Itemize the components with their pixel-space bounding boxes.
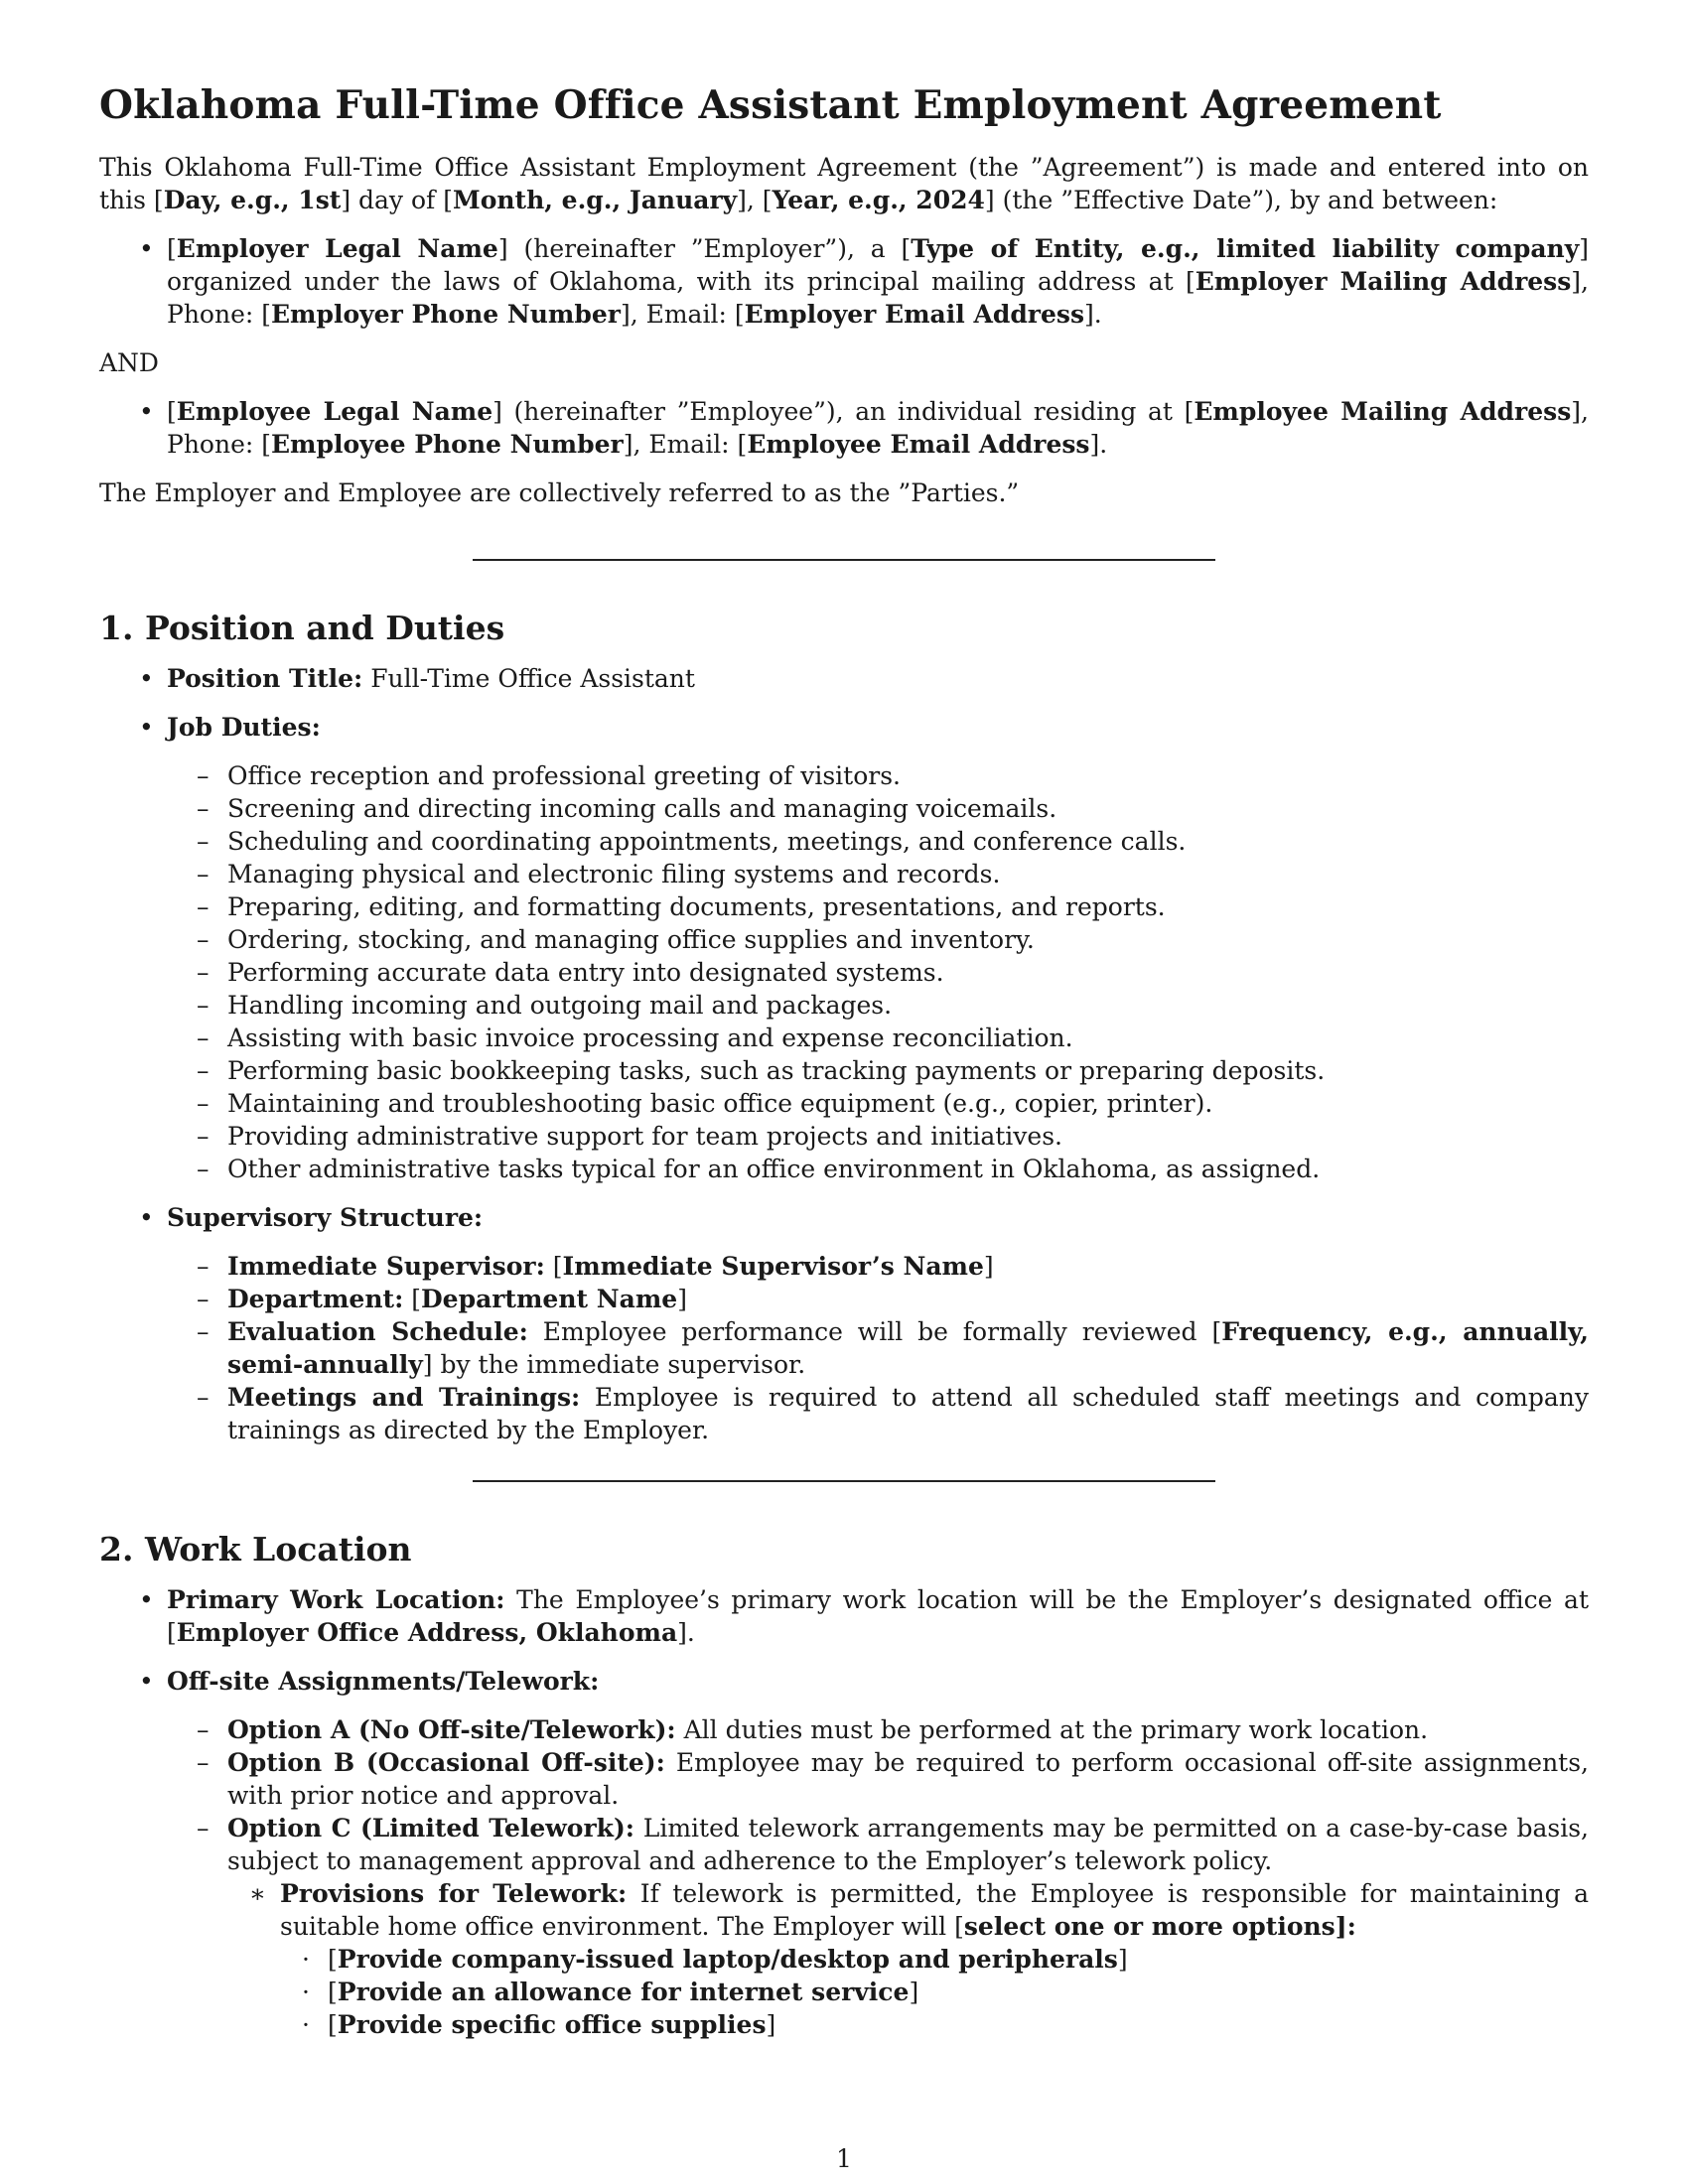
- intro-paragraph: [99, 151, 1589, 216]
- provision-option: Provide an allowance for internet service: [337, 1978, 910, 2006]
- section-1-heading: 1. Position and Duties: [99, 609, 505, 647]
- intro-text: ], [: [737, 186, 773, 214]
- dash-icon: –: [197, 1814, 210, 1843]
- job-duties-item: [99, 711, 1589, 1185]
- dash-icon: –: [197, 892, 210, 921]
- dash-icon: –: [197, 1285, 210, 1313]
- evaluation-frequency-placeholder: Frequency, e.g., annually, semi-annually: [227, 1317, 1589, 1379]
- primary-location-item: [99, 1583, 1589, 1649]
- job-duties-label: Job Duties:: [167, 713, 321, 742]
- text: Employee may be required to perform occasional off-site assignments, with prior notice and approval.: [227, 1748, 1589, 1810]
- dot-icon: ·: [302, 1945, 310, 1974]
- dash-icon: –: [197, 1383, 210, 1412]
- office-address-placeholder: Employer Office Address, Oklahoma: [176, 1618, 678, 1647]
- bullet-icon: •: [139, 1203, 154, 1232]
- supervisory-label: Supervisory Structure:: [167, 1203, 484, 1232]
- page-number: 1: [836, 2144, 852, 2173]
- intro-text: ] day of [: [341, 186, 454, 214]
- provision-options-list: [280, 1943, 1589, 2041]
- text: Limited telework arrangements may be permitted on a case-by-case basis, subject to management approval and adherence to the Employer’s telework policy.: [227, 1814, 1589, 1875]
- text: ], Email: [: [623, 430, 748, 459]
- text: ]:: [1335, 1912, 1356, 1941]
- supervisory-structure-item: [99, 1201, 1589, 1446]
- list-item: [227, 1877, 1589, 2041]
- select-options-placeholder: select one or more options: [963, 1912, 1336, 1941]
- employee-list: [99, 395, 1589, 461]
- dash-icon: –: [197, 761, 210, 790]
- position-title-item: [99, 662, 1589, 695]
- text: The Employee’s primary work location will be the Employer’s designated office at [: [167, 1585, 1589, 1647]
- employee-email-placeholder: Employee Email Address: [747, 430, 1090, 459]
- dash-icon: –: [197, 1089, 210, 1118]
- employer-email-placeholder: Employer Email Address: [744, 300, 1085, 329]
- supervisor-placeholder: Immediate Supervisor’s Name: [562, 1252, 984, 1281]
- document-body: [99, 81, 1589, 2057]
- supervisory-list: [167, 1250, 1589, 1446]
- list-item: [167, 1381, 1589, 1446]
- text: ], Phone: [: [167, 397, 1589, 459]
- job-duties-list: [167, 759, 1589, 1185]
- list-item: [167, 1812, 1589, 2041]
- list-item: [167, 1283, 1589, 1315]
- text: ]: [983, 1252, 994, 1281]
- list-item: [167, 989, 1589, 1022]
- list-item: [167, 1087, 1589, 1120]
- option-b-label: Option B (Occasional Off-site):: [227, 1748, 665, 1777]
- bullet-icon: •: [139, 1667, 154, 1696]
- meetings-label: Meetings and Trainings:: [227, 1383, 581, 1412]
- dash-icon: –: [197, 1252, 210, 1281]
- text: Performing accurate data entry into designated systems.: [227, 958, 944, 987]
- section-divider: [473, 559, 1215, 561]
- text: Other administrative tasks typical for an office environment in Oklahoma, as assigned.: [227, 1155, 1321, 1183]
- list-item: · [Provide specific office supplies]: [302, 2010, 776, 2039]
- text: Handling incoming and outgoing mail and packages.: [227, 991, 893, 1020]
- text: ]: [677, 1285, 687, 1313]
- list-item: [167, 1315, 1589, 1381]
- text: ], Phone: [: [167, 267, 1589, 329]
- offsite-options-list: [167, 1713, 1589, 2041]
- text: [: [544, 1252, 563, 1281]
- option-a-label: Option A (No Off-site/Telework):: [227, 1715, 676, 1744]
- section-1-list: [99, 662, 1589, 1446]
- list-item: [167, 1713, 1589, 1746]
- employee-party: [99, 395, 1589, 461]
- dash-icon: –: [197, 958, 210, 987]
- text: Screening and directing incoming calls and managing voicemails.: [227, 794, 1057, 823]
- and-label: AND: [99, 348, 159, 377]
- day-placeholder: Day, e.g., 1st: [163, 186, 342, 214]
- text: [: [167, 234, 177, 263]
- dash-icon: –: [197, 1056, 210, 1085]
- employer-list: [99, 232, 1589, 331]
- position-label: Position Title:: [167, 664, 363, 693]
- employee-name-placeholder: Employee Legal Name: [176, 397, 493, 426]
- intro-text: This Oklahoma Full-Time Office Assistant Employment Agreement (the ”Agreement”) is made and entered into on this [: [99, 153, 1589, 214]
- text: Preparing, editing, and formatting documents, presentations, and reports.: [227, 892, 1166, 921]
- provision-option: Provide company-issued laptop/desktop and peripherals: [337, 1945, 1118, 1974]
- employer-name-placeholder: Employer Legal Name: [176, 234, 498, 263]
- dash-icon: –: [197, 1122, 210, 1151]
- text: ] organized under the laws of Oklahoma, with its principal mailing address at [: [167, 234, 1589, 296]
- dash-icon: –: [197, 1317, 210, 1346]
- department-label: Department:: [227, 1285, 404, 1313]
- dash-icon: –: [197, 925, 210, 954]
- text: Performing basic bookkeeping tasks, such as tracking payments or preparing deposits.: [227, 1056, 1326, 1085]
- list-item: · [Provide company-issued laptop/desktop and peripherals]: [302, 1945, 1128, 1974]
- telework-provisions-list: [227, 1877, 1589, 2041]
- text: ] (hereinafter ”Employee”), an individual residing at [: [492, 397, 1195, 426]
- text: ].: [677, 1618, 695, 1647]
- list-item: [167, 1120, 1589, 1153]
- list-item: · [Provide an allowance for internet service]: [302, 1978, 919, 2006]
- bullet-icon: •: [139, 397, 154, 426]
- employer-phone-placeholder: Employer Phone Number: [271, 300, 621, 329]
- text: All duties must be performed at the primary work location.: [675, 1715, 1429, 1744]
- text: If telework is permitted, the Employee is responsible for maintaining a suitable home office environment. The Employer will [: [280, 1879, 1589, 1941]
- position-value: Full-Time Office Assistant: [362, 664, 695, 693]
- list-item: [167, 1250, 1589, 1283]
- section-divider: [473, 1480, 1215, 1482]
- list-item: [167, 923, 1589, 956]
- text: Office reception and professional greeting of visitors.: [227, 761, 902, 790]
- employee-phone-placeholder: Employee Phone Number: [271, 430, 624, 459]
- dash-icon: –: [197, 991, 210, 1020]
- section-2-heading: 2. Work Location: [99, 1530, 412, 1569]
- year-placeholder: Year, e.g., 2024: [772, 186, 985, 214]
- dash-icon: –: [197, 860, 210, 888]
- text: ] by the immediate supervisor.: [422, 1350, 806, 1379]
- supervisor-label: Immediate Supervisor:: [227, 1252, 545, 1281]
- text: ].: [1084, 300, 1102, 329]
- employer-address-placeholder: Employer Mailing Address: [1195, 267, 1572, 296]
- text: Scheduling and coordinating appointments, meetings, and conference calls.: [227, 827, 1187, 856]
- asterisk-icon: ∗: [249, 1879, 266, 1908]
- dash-icon: –: [197, 1024, 210, 1052]
- text: Employee performance will be formally reviewed [: [527, 1317, 1222, 1346]
- dash-icon: –: [197, 794, 210, 823]
- dot-icon: ·: [302, 1978, 310, 2006]
- list-item: [167, 1022, 1589, 1054]
- bullet-icon: •: [139, 713, 154, 742]
- employer-party: [99, 232, 1589, 331]
- parties-definition: The Employer and Employee are collectively referred to as the ”Parties.”: [99, 478, 1020, 507]
- dash-icon: –: [197, 1748, 210, 1777]
- bullet-icon: •: [139, 234, 154, 263]
- provision-option: Provide specific office supplies: [337, 2010, 767, 2039]
- option-c-label: Option C (Limited Telework):: [227, 1814, 635, 1843]
- list-item: [167, 825, 1589, 858]
- list-item: [167, 792, 1589, 825]
- document-title: Oklahoma Full-Time Office Assistant Employment Agreement: [99, 82, 1442, 128]
- dash-icon: –: [197, 1715, 210, 1744]
- text: ] (hereinafter ”Employer”), a [: [497, 234, 912, 263]
- text: Ordering, stocking, and managing office supplies and inventory.: [227, 925, 1035, 954]
- evaluation-label: Evaluation Schedule:: [227, 1317, 528, 1346]
- list-item: [167, 759, 1589, 792]
- list-item: [167, 1153, 1589, 1185]
- primary-location-label: Primary Work Location:: [167, 1585, 505, 1614]
- text: ], Email: [: [620, 300, 745, 329]
- text: Providing administrative support for team projects and initiatives.: [227, 1122, 1062, 1151]
- list-item: [167, 1746, 1589, 1812]
- text: ].: [1089, 430, 1108, 459]
- section-2-list: [99, 1583, 1589, 2041]
- list-item: [167, 858, 1589, 890]
- intro-text: ] (the ”Effective Date”), by and between:: [984, 186, 1498, 214]
- list-item: [167, 956, 1589, 989]
- list-item: [167, 1054, 1589, 1087]
- list-item: [167, 890, 1589, 923]
- dash-icon: –: [197, 827, 210, 856]
- text: [: [403, 1285, 421, 1313]
- text: [: [167, 397, 177, 426]
- bullet-icon: •: [139, 664, 154, 693]
- entity-type-placeholder: Type of Entity, e.g., limited liability company: [911, 234, 1580, 263]
- text: Maintaining and troubleshooting basic office equipment (e.g., copier, printer).: [227, 1089, 1213, 1118]
- text: Managing physical and electronic filing systems and records.: [227, 860, 1001, 888]
- text: Assisting with basic invoice processing and expense reconciliation.: [227, 1024, 1073, 1052]
- dash-icon: –: [197, 1155, 210, 1183]
- text: Employee is required to attend all scheduled staff meetings and company trainings as directed by the Employer.: [227, 1383, 1589, 1444]
- employee-address-placeholder: Employee Mailing Address: [1194, 397, 1572, 426]
- dot-icon: ·: [302, 2010, 310, 2039]
- offsite-label: Off-site Assignments/Telework:: [167, 1667, 600, 1696]
- offsite-telework-item: [99, 1665, 1589, 2041]
- month-placeholder: Month, e.g., January: [453, 186, 738, 214]
- bullet-icon: •: [139, 1585, 154, 1614]
- department-placeholder: Department Name: [421, 1285, 678, 1313]
- telework-label: Provisions for Telework:: [280, 1879, 628, 1908]
